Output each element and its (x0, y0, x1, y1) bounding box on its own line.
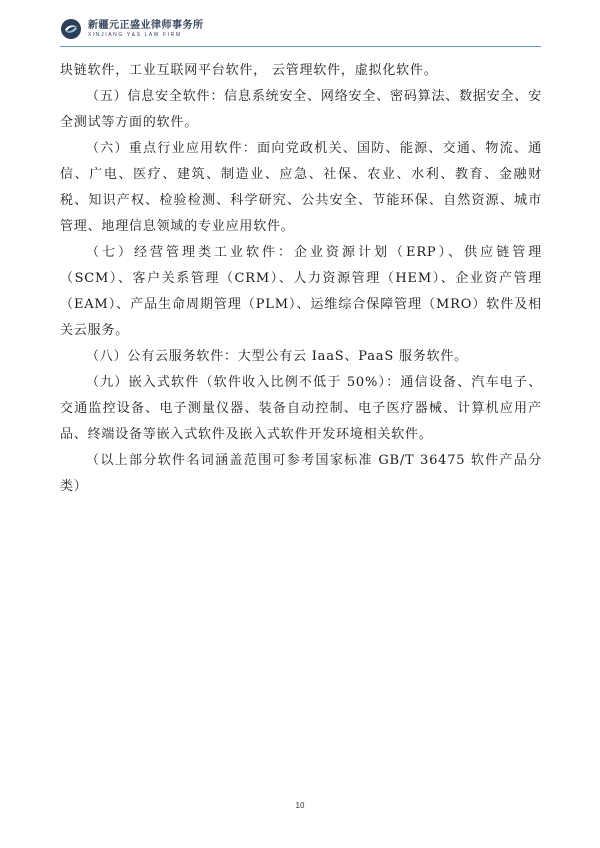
firm-name-block (88, 20, 204, 39)
header-divider (60, 46, 541, 47)
paragraph-business-mgmt: （七）经营管理类工业软件：企业资源计划（ERP）、供应链管理（SCM）、客户关系管理（CRM）、人力资源管理（HEM）、企业资产管理（EAM）、产品生命周期管理（PLM）、运维综合保障管理（MRO）软件及相关云服务。 (60, 245, 542, 338)
firm-logo-icon (60, 18, 82, 40)
paragraph-public-cloud: （八）公有云服务软件：大型公有云 IaaS、PaaS 服务软件。 (86, 349, 468, 364)
paragraph-reference-note: （以上部分软件名词涵盖范围可参考国家标准 GB/T 36475 软件产品分类） (60, 453, 542, 494)
page-header (60, 16, 204, 42)
paragraph-info-security: （五）信息安全软件：信息系统安全、网络安全、密码算法、数据安全、安全测试等方面的软件。 (60, 89, 542, 130)
page-number: 10 (295, 801, 305, 810)
paragraph-industry-apps: （六）重点行业应用软件：面向党政机关、国防、能源、交通、物流、通信、广电、医疗、建筑、制造业、应急、社保、农业、水利、教育、金融财税、知识产权、检验检测、科学研究、公共安全、节能环保、自然资源、城市管理、地理信息领域的专业应用软件。 (60, 141, 542, 234)
firm-name-cn: 新疆元正盛业律师事务所 (88, 19, 204, 31)
document-body (60, 58, 542, 500)
firm-name-en: XINJIANG Y&S LAW FIRM (88, 31, 182, 38)
paragraph-continuation: 块链软件，工业互联网平台软件， 云管理软件，虚拟化软件。 (60, 63, 438, 78)
paragraph-embedded: （九）嵌入式软件（软件收入比例不低于 50%）：通信设备、汽车电子、交通监控设备、电子测量仪器、装备自动控制、电子医疗器械、计算机应用产品、终端设备等嵌入式软件及嵌入式软件开发环境相关软件。 (60, 375, 542, 442)
